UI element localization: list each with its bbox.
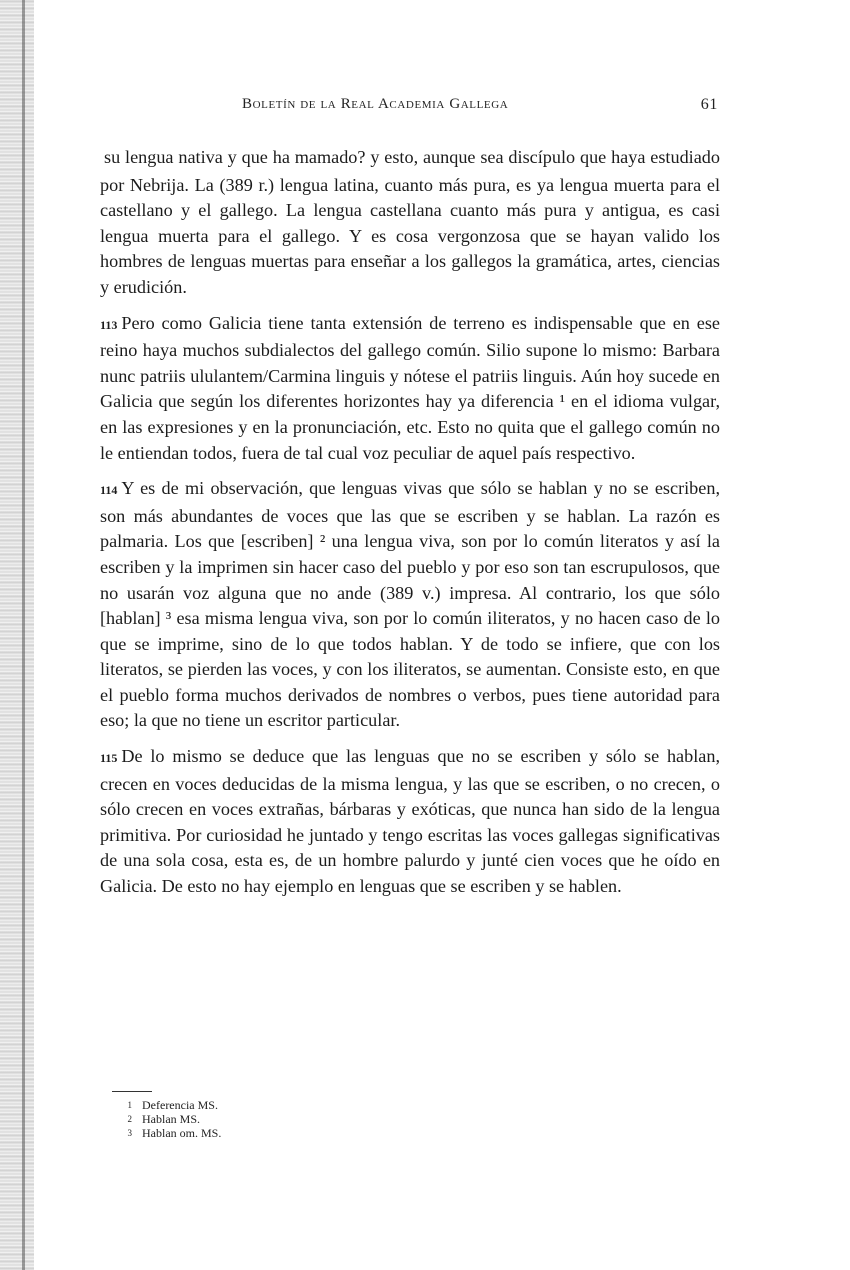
footnote (120, 1126, 520, 1140)
footnote-mark: 2 (127, 1114, 132, 1124)
paragraph (100, 476, 720, 734)
footnote-mark: 1 (127, 1100, 132, 1110)
paragraph-number: 115 (100, 751, 118, 766)
running-header (100, 96, 720, 120)
body-text (100, 145, 720, 910)
footnote-mark: 3 (127, 1128, 132, 1138)
paragraph-text: De lo mismo se deduce que las lenguas que no se escriben y sólo se hablan, crecen en voces deducidas de la misma lengua, y las que se escriben, o no crecen, o sólo crecen en voces extrañas, bárbaras y exóticas, que nunca han sido de la lengua primitiva. Por curiosidad he juntado y tengo escritas las voces gallegas significativas de una sola cosa, esta es, de un hombre palurdo y junté cien voces que he oído en Galicia. De esto no hay ejemplo en lenguas que se escriben y se hablen. (100, 746, 720, 897)
footnote (120, 1098, 520, 1112)
paragraph-text: Y es de mi observación, que lenguas vivas que sólo se hablan y no se escriben, son más abundantes de voces que las que se escriben y se hablan. La razón es palmaria. Los que [escriben] ² una lengua viva, son por lo común literatos y así la escriben y la imprimen sin hacer caso del pueblo y por eso son tan escrupulosos, que no usarán voz alguna que no ande (389 v.) impresa. Al contrario, los que sólo [hablan] ³ esa misma lengua viva, son por lo común iliteratos, y no hacen caso de lo que se imprime, sino de lo que todos hablan. Y de todo se infiere, que con los literatos, se pierden las voces, y con los iliteratos, se aumentan. Consiste esto, en que el pueblo forma muchos derivados de nombres o verbos, pues tiene autoridad para eso; la que no tiene un escritor particular. (100, 478, 720, 731)
paragraph (100, 744, 720, 900)
paragraph-text: su lengua nativa y que ha mamado? y esto, aunque sea discípulo que haya estudiado por Nebrija. La (389 r.) lengua latina, cuanto más pura, es ya lengua muerta para el castellano y el gallego. La lengua castellana cuanto más pura y antigua, es casi lengua muerta para el gallego. Y es cosa vergonzosa que se hayan valido los hombres de lenguas muertas para enseñar a los gallegos la gramática, artes, ciencias y erudición. (100, 147, 720, 297)
page-number: 61 (700, 96, 718, 113)
footnote-text: Hablan om. MS. (142, 1126, 222, 1140)
paragraph-number: 114 (100, 483, 118, 498)
paragraph (100, 311, 720, 467)
footnote-rule (112, 1091, 152, 1092)
paragraph-number: 113 (100, 317, 118, 332)
paragraph (100, 145, 720, 301)
running-title: Boletín de la Real Academia Gallega (242, 96, 509, 112)
paragraph-text: Pero como Galicia tiene tanta extensión de terreno es indispensable que en ese reino haya muchos subdialectos del gallego común. Silio supone lo mismo: Barbara nunc patriis ululantem/Carmina linguis y nótese el patriis linguis. Aún hoy sucede en Galicia que según los diferentes horizontes hay ya diferencia ¹ en el idioma vulgar, en las expresiones y en la pronunciación, etc. Esto no quita que el gallego común no le entiendan todos, fuera de tal cual voz peculiar de aquel país respectivo. (100, 312, 720, 463)
book-binding-edge (0, 0, 34, 1270)
footnote (120, 1112, 520, 1126)
footnote-text: Hablan MS. (142, 1112, 200, 1126)
footnote-text: Deferencia MS. (142, 1098, 218, 1112)
footnotes (120, 1098, 520, 1140)
binding-shadow (22, 0, 25, 1270)
